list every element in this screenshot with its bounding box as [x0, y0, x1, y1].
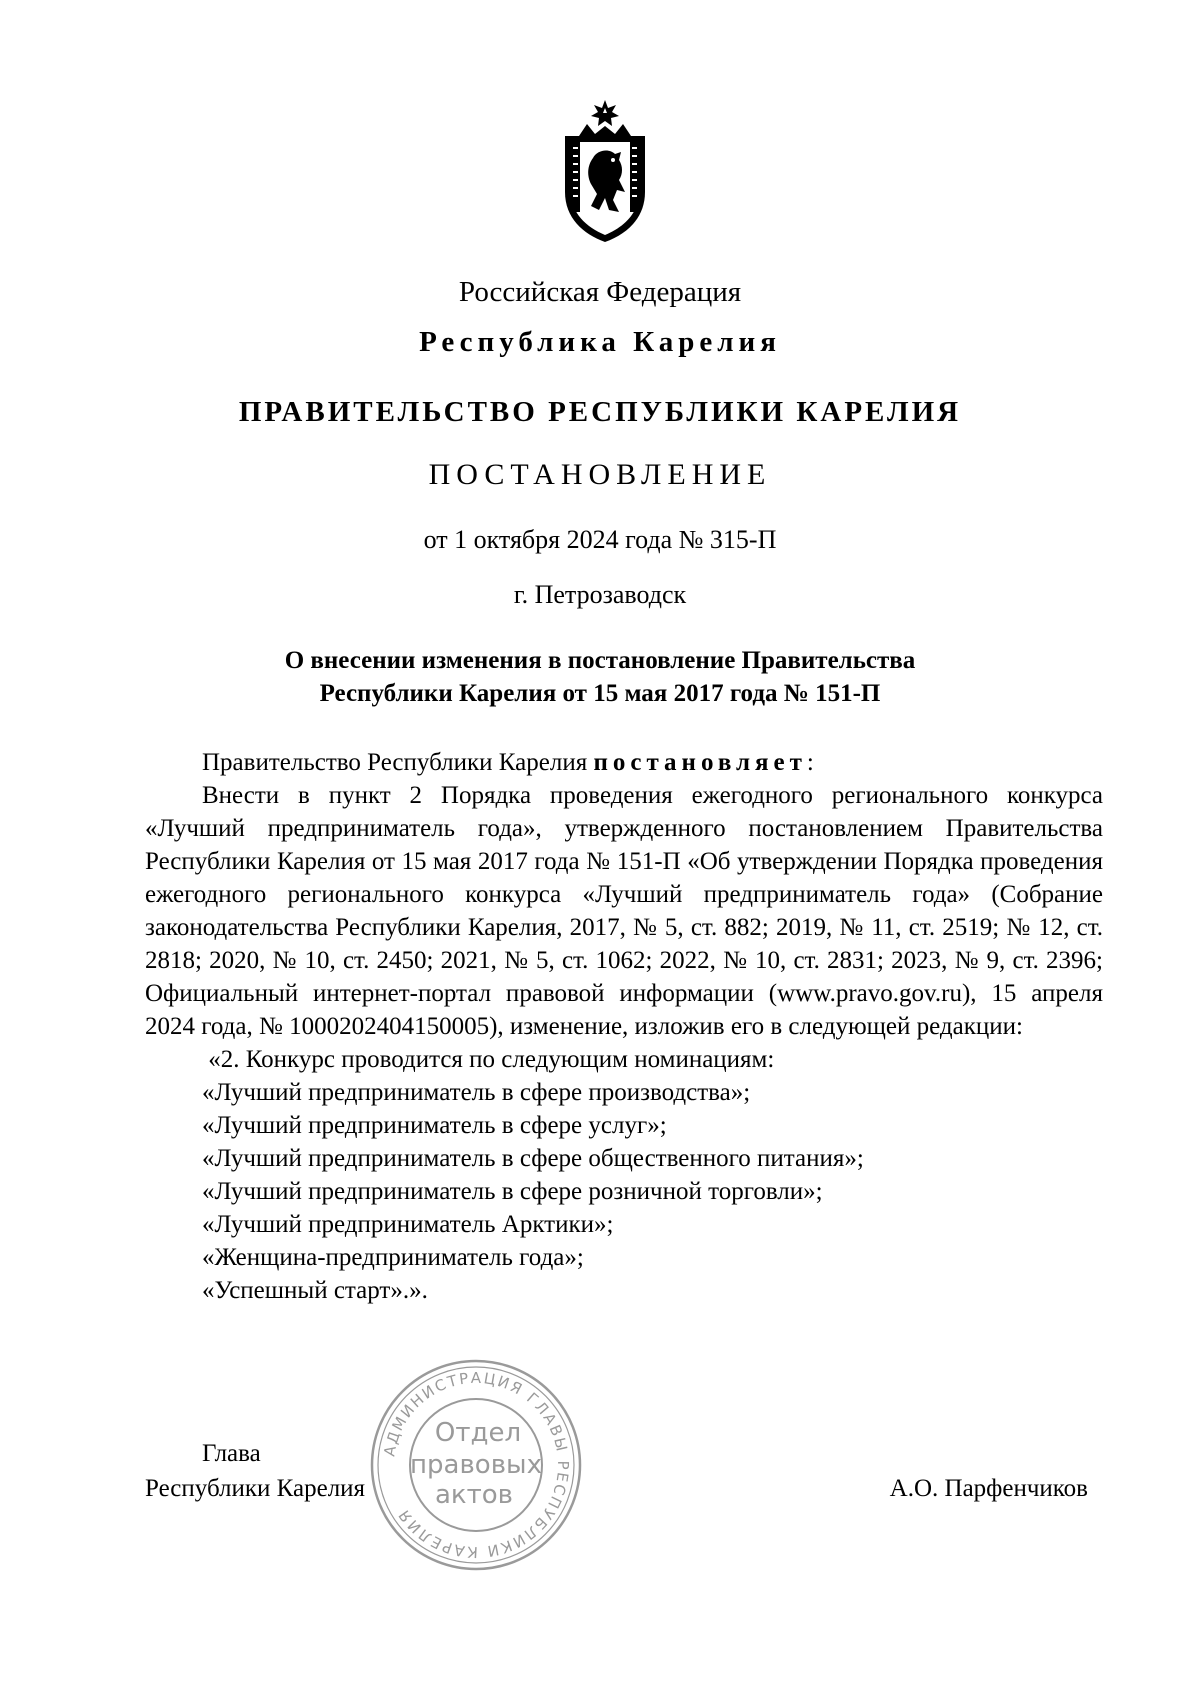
document-body — [145, 746, 1103, 1307]
resolution-intro-suffix: : — [806, 749, 814, 776]
resolution-verb: постановляет — [593, 749, 807, 776]
document-type-heading: ПОСТАНОВЛЕНИЕ — [428, 458, 772, 491]
document-title — [0, 644, 1200, 710]
stamp-ring-text: АДМИНИСТРАЦИЯ ГЛАВЫ РЕСПУБЛИКИ КАРЕЛИЯ — [380, 1368, 573, 1562]
resolution-intro — [145, 746, 1103, 779]
resolution-intro-prefix: Правительство Республики Карелия — [202, 749, 594, 776]
country-heading: Российская Федерация — [458, 276, 742, 308]
nomination-item: «Лучший предприниматель Арктики»; — [202, 1211, 614, 1238]
official-stamp — [368, 1357, 584, 1573]
document-date-number: от 1 октября 2024 года № 315-П — [423, 525, 777, 554]
nomination-item: «Лучший предприниматель в сфере общественного питания»; — [202, 1145, 864, 1172]
stamp-line-1: Отдел — [434, 1418, 522, 1448]
quote-line: «2. Конкурс проводится по следующим номинациям: — [202, 1046, 775, 1073]
signatory-republic: Республики Карелия — [145, 1475, 366, 1502]
amendment-paragraph: Внести в пункт 2 Порядка проведения ежегодного регионального конкурса «Лучший предприниматель года», утвержденного постановлением Правительства Республики Карелия от 15 мая 2017 года № 151-П «Об утверждении Порядка проведения ежегодного регионального конкурса «Лучший предприниматель года» (Собрание законодательства Республики Карелия, 2017, № 5, ст. 882; 2019, № 11, ст. 2519; № 12, ст. 2818; 2020, № 10, ст. 2450; 2021, № 5, ст. 1062; 2022, № 10, ст. 2831; 2023, № 9, ст. 2396; Официальный интернет-портал правовой информации (www.pravo.gov.ru), 15 апреля 2024 года, № 1000202404150005), изменение, изложив его в следующей редакции: — [145, 782, 1103, 1040]
nomination-item: «Лучший предприниматель в сфере производства»; — [202, 1079, 751, 1106]
nomination-item: «Лучший предприниматель в сфере услуг»; — [202, 1112, 667, 1139]
nomination-item: «Женщина-предприниматель года»; — [202, 1244, 584, 1271]
stamp-line-2: правовых — [410, 1450, 542, 1480]
stamp-line-3: актов — [434, 1480, 514, 1510]
government-heading: ПРАВИТЕЛЬСТВО РЕСПУБЛИКИ КАРЕЛИЯ — [238, 396, 962, 428]
document-city: г. Петрозаводск — [513, 580, 687, 609]
coat-of-arms-icon — [557, 100, 653, 245]
document-title-line-1: О внесении изменения в постановление Правительства — [284, 647, 916, 674]
signatory-position: Глава — [202, 1440, 261, 1467]
signatory-name: А.О. Парфенчиков — [889, 1475, 1088, 1502]
nomination-item: «Лучший предприниматель в сфере розничной торговли»; — [202, 1178, 823, 1205]
republic-heading: Республика Карелия — [419, 326, 781, 358]
nomination-item: «Успешный старт».». — [202, 1277, 428, 1304]
document-title-line-2: Республики Карелия от 15 мая 2017 года № 151-П — [319, 680, 881, 707]
